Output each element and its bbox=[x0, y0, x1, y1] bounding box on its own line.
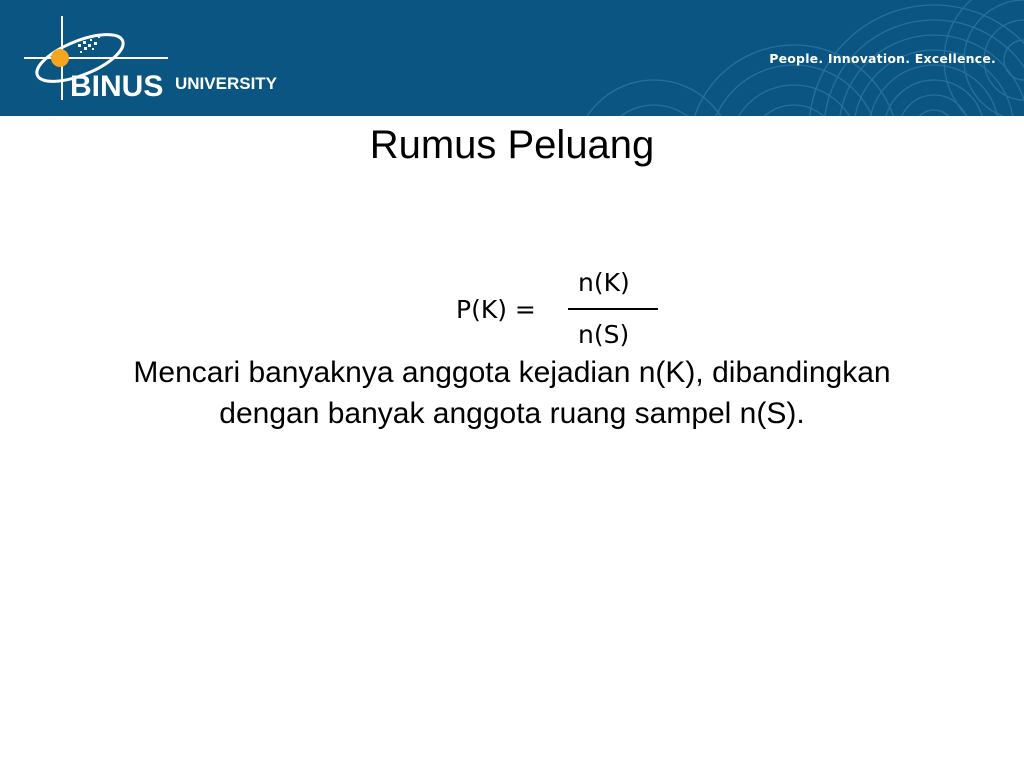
tagline: People. Innovation. Excellence. bbox=[769, 51, 996, 66]
body-text: Mencari banyaknya anggota kejadian n(K), dibandingkan dengan banyak anggota ruang sampel n(S). bbox=[133, 356, 891, 430]
formula-lhs: P(K) = bbox=[456, 295, 536, 324]
svg-text:UNIVERSITY: UNIVERSITY bbox=[175, 74, 278, 93]
slide-title: Rumus Peluang bbox=[369, 123, 655, 167]
fraction-bar bbox=[568, 308, 658, 310]
binus-university-logo bbox=[18, 14, 308, 104]
probability-formula bbox=[450, 262, 670, 362]
header-bar bbox=[0, 0, 1024, 116]
formula-denominator: n(S) bbox=[578, 320, 630, 349]
svg-text:BINUS: BINUS bbox=[70, 70, 164, 103]
formula-numerator: n(K) bbox=[578, 268, 630, 297]
